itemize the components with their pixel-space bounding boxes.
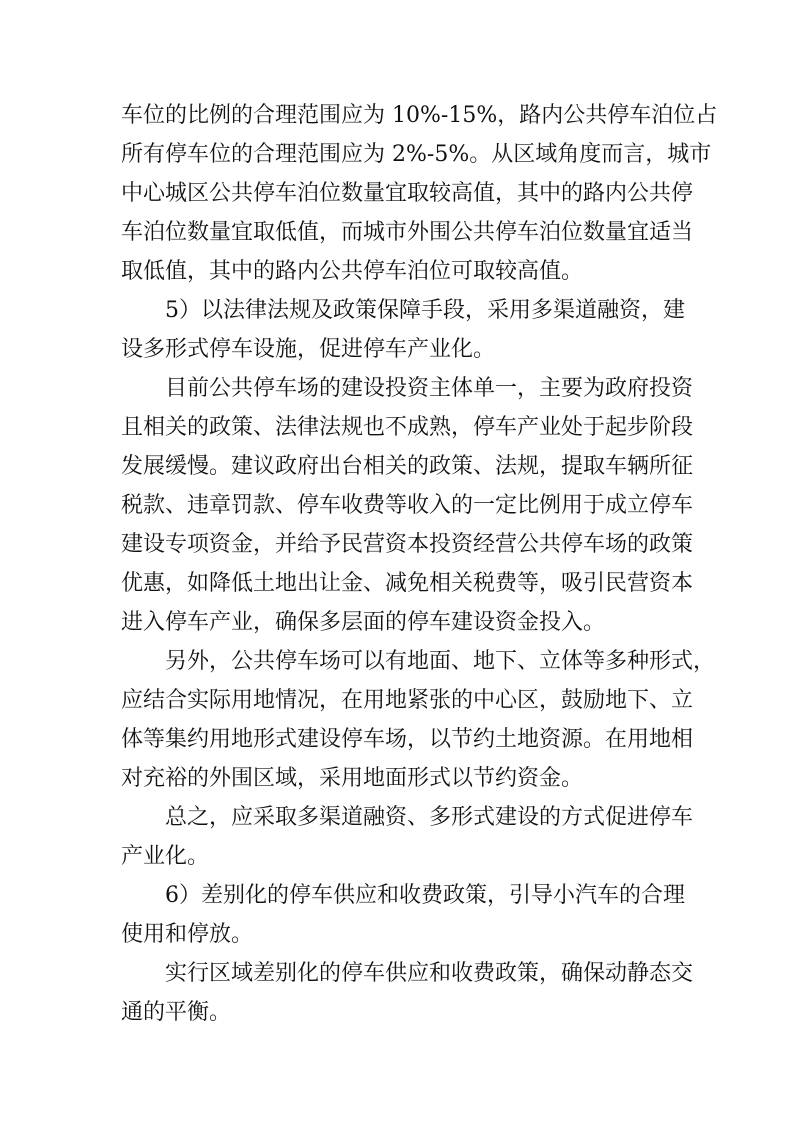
text-line: 建设专项资金，并给予民营资本投资经营公共停车场的政策 (121, 532, 694, 557)
text-line: 取低值，其中的路内公共停车泊位可取较高值。 (121, 259, 584, 284)
paragraph-summary (121, 798, 694, 876)
paragraph-parking-ratio (121, 96, 718, 291)
text-line: 税款、违章罚款、停车收费等收入的一定比例用于成立停车 (121, 493, 694, 518)
text-line: 目前公共停车场的建设投资主体单一，主要为政府投资 (165, 376, 694, 401)
text-line: 总之，应采取多渠道融资、多形式建设的方式促进停车 (165, 805, 694, 830)
text-line: 优惠，如降低土地出让金、减免相关税费等，吸引民营资本 (121, 571, 694, 596)
document-body (121, 96, 718, 1032)
text-line: 产业化。 (121, 844, 210, 869)
text-line: 发展缓慢。建议政府出台相关的政策、法规，提取车辆所征 (121, 454, 694, 479)
text-line: 6）差别化的停车供应和收费政策，引导小汽车的合理 (165, 883, 685, 908)
paragraph-heading-6 (121, 876, 685, 954)
paragraph-investment (121, 369, 694, 642)
text-line: 5）以法律法规及政策保障手段，采用多渠道融资，建 (165, 298, 685, 323)
text-line: 车泊位数量宜取低值，而城市外围公共停车泊位数量宜适当 (121, 220, 694, 245)
text-line: 应结合实际用地情况，在用地紧张的中心区，鼓励地下、立 (121, 688, 694, 713)
text-line: 使用和停放。 (121, 922, 254, 947)
text-line: 车位的比例的合理范围应为 10%-15%，路内公共停车泊位占 (121, 103, 718, 128)
text-line: 中心城区公共停车泊位数量宜取较高值，其中的路内公共停 (121, 181, 694, 206)
text-line: 体等集约用地形式建设停车场，以节约土地资源。在用地相 (121, 727, 694, 752)
text-line: 且相关的政策、法律法规也不成熟，停车产业处于起步阶段 (121, 415, 694, 440)
paragraph-balance (121, 954, 694, 1032)
text-line: 另外，公共停车场可以有地面、地下、立体等多种形式， (165, 649, 716, 674)
text-line: 对充裕的外围区域，采用地面形式以节约资金。 (121, 766, 584, 791)
paragraph-heading-5 (121, 291, 685, 369)
text-line: 实行区域差别化的停车供应和收费政策，确保动静态交 (165, 961, 694, 986)
text-line: 通的平衡。 (121, 1000, 232, 1025)
paragraph-forms (121, 642, 716, 798)
text-line: 设多形式停车设施，促进停车产业化。 (121, 337, 496, 362)
text-line: 进入停车产业，确保多层面的停车建设资金投入。 (121, 610, 606, 635)
text-line: 所有停车位的合理范围应为 2%-5%。从区域角度而言，城市 (121, 142, 712, 167)
